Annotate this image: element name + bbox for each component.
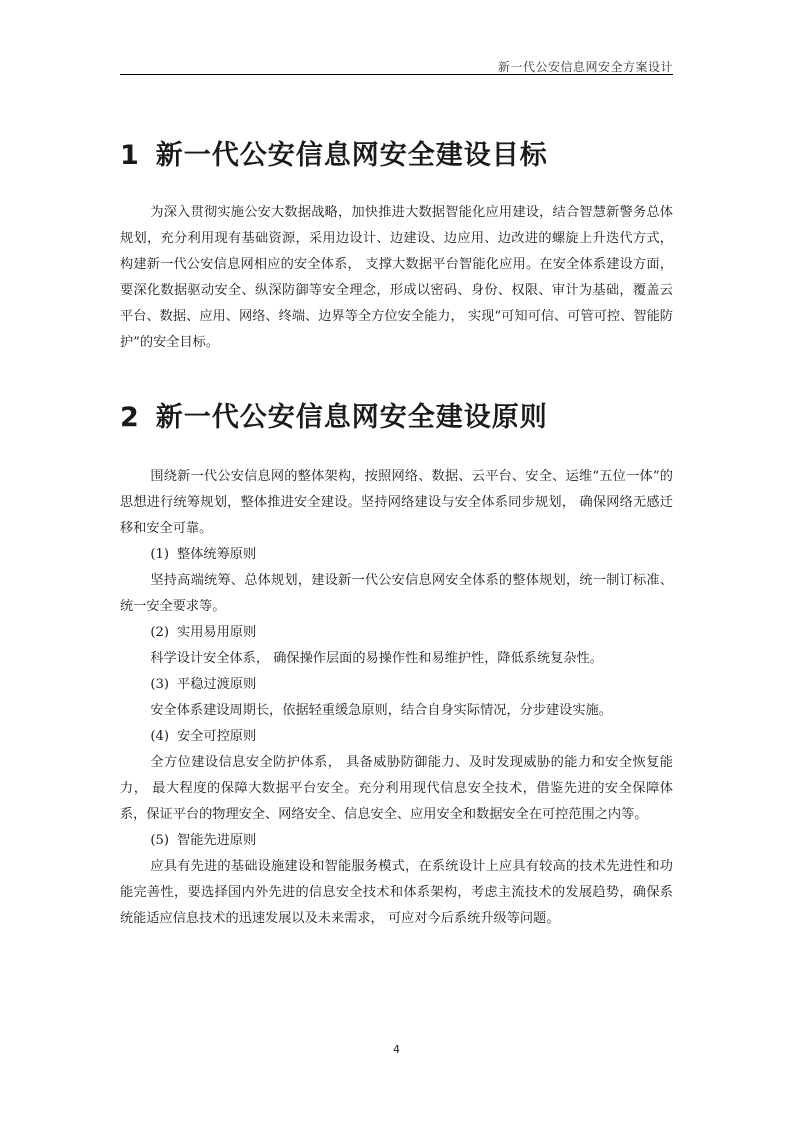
principle-1-label: (1) [150, 547, 170, 562]
principle-1-text: 坚持高端统筹、总体规划，建设新一代公安信息网安全体系的整体规划，统一制订标准、统一安全要求等。 [120, 573, 673, 614]
principle-4-heading [120, 724, 673, 750]
section-1-title: 新一代公安信息网安全建设目标 [155, 140, 548, 171]
section-1-heading [120, 120, 673, 180]
principle-2-title: 实用易用原则 [177, 625, 257, 640]
section-2-title: 新一代公安信息网安全建设原则 [155, 402, 548, 433]
page-content [120, 120, 673, 932]
principle-1-title: 整体统筹原则 [177, 547, 257, 562]
principle-5-heading [120, 828, 673, 854]
section-1-number: 1 [120, 140, 140, 171]
principle-2-label: (2) [150, 625, 170, 640]
running-header: 新一代公安信息网安全方案设计 [497, 60, 673, 74]
section-2-number: 2 [120, 402, 140, 433]
principle-3-label: (3) [150, 677, 170, 692]
section-2-heading [120, 382, 673, 442]
principle-3-text: 安全体系建设周期长，依据轻重缓急原则，结合自身实际情况，分步建设实施。 [150, 703, 612, 718]
principle-1-heading [120, 542, 673, 568]
principle-5-title: 智能先进原则 [177, 833, 257, 848]
header-rule [120, 74, 673, 75]
section-2-intro: 围绕新一代公安信息网的整体架构，按照网络、数据、云平台、安全、运维“五位一体”的思想进行统筹规划，整体推进安全建设。坚持网络建设与安全体系同步规划， 确保网络无感迁移和安全可靠。 [120, 469, 673, 536]
principle-4-label: (4) [150, 729, 170, 744]
principle-5-label: (5) [150, 833, 170, 848]
principle-2-text: 科学设计安全体系， 确保操作层面的易操作性和易维护性，降低系统复杂性。 [150, 651, 603, 666]
principle-3-title: 平稳过渡原则 [177, 677, 257, 692]
principle-4-text: 全方位建设信息安全防护体系， 具备威胁防御能力、及时发现威胁的能力和安全恢复能力， 最大程度的保障大数据平台安全。充分利用现代信息安全技术，借鉴先进的安全保障体系，保证平台的物理安全、网络安全、信息安全、应用安全和数据安全在可控范围之内等。 [120, 755, 673, 822]
section-1-paragraph: 为深入贯彻实施公安大数据战略，加快推进大数据智能化应用建设，结合智慧新警务总体规划，充分利用现有基础资源，采用边设计、边建设、边应用、边改进的螺旋上升迭代方式， 构建新一代公安信息网相应的安全体系， 支撑大数据平台智能化应用。在安全体系建设方面，要深化数据驱动安全、纵深防御等安全理念，形成以密码、身份、权限、审计为基础，覆盖云平台、数据、应用、网络、终端、边界等全方位安全能力， 实现“可知可信、可管可控、智能防护”的安全目标。 [120, 205, 673, 350]
principle-3-heading [120, 672, 673, 698]
principle-5-text: 应具有先进的基础设施建设和智能服务模式，在系统设计上应具有较高的技术先进性和功能完善性，要选择国内外先进的信息安全技术和体系架构，考虑主流技术的发展趋势，确保系统能适应信息技术的迅速发展以及未来需求， 可应对今后系统升级等问题。 [120, 859, 673, 926]
principle-2-heading [120, 620, 673, 646]
principle-4-title: 安全可控原则 [177, 729, 257, 744]
page-number: 4 [393, 1043, 400, 1056]
